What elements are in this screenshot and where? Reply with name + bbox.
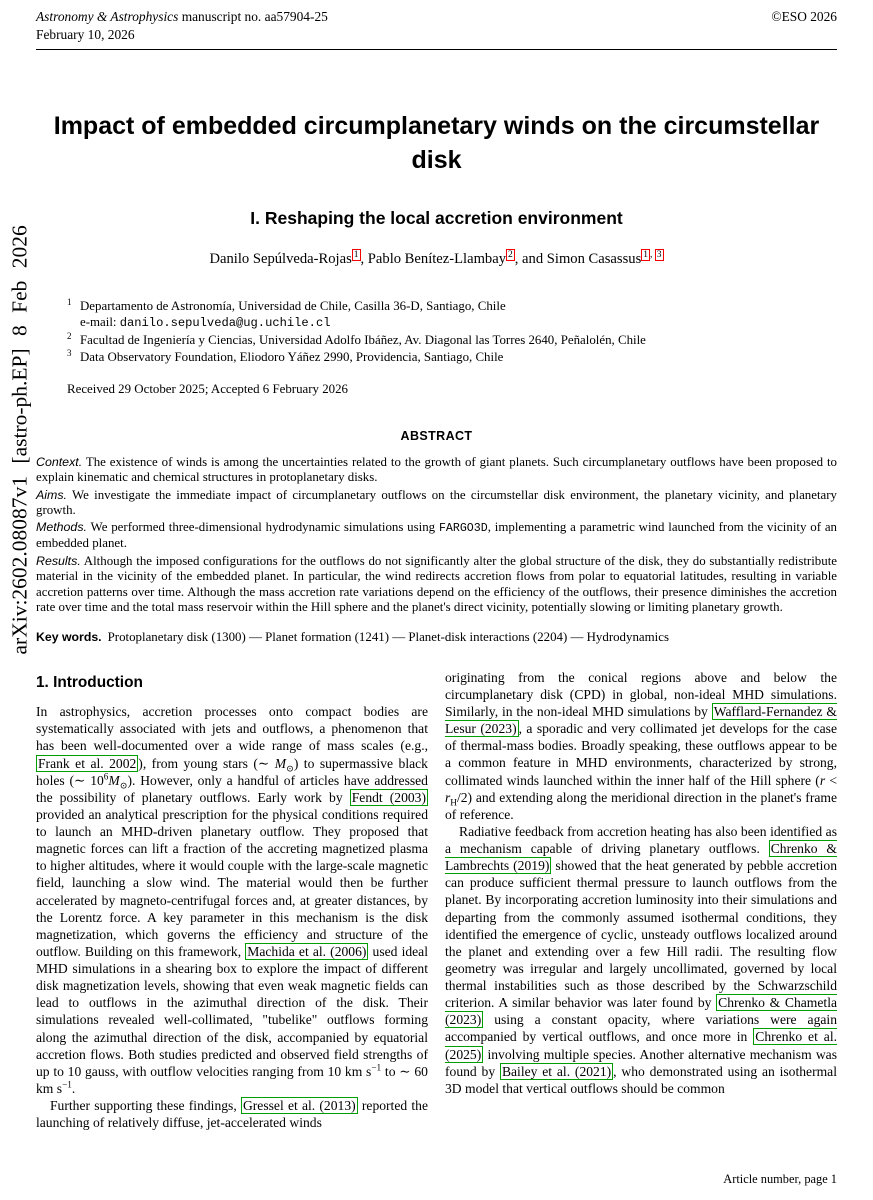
affiliation-text: Facultad de Ingeniería y Ciencias, Universidad Adolfo Ibáñez, Av. Diagonal las Torres 2640, Peñalolén, Chile xyxy=(80,333,646,348)
affiliation-ref xyxy=(506,249,515,261)
citation-link[interactable]: Fendt (2003) xyxy=(351,789,426,805)
paper-title: Impact of embedded circumplanetary winds on the circumstellar disk xyxy=(53,112,820,174)
citation-link[interactable]: Frank et al. 2002 xyxy=(38,755,137,771)
text-segment: , implementing a parametric wind launched from the vicinity of an embedded planet. xyxy=(36,520,837,551)
abstract-aims xyxy=(36,488,837,519)
body-paragraph xyxy=(445,823,837,1097)
abstract-heading: ABSTRACT xyxy=(400,428,473,443)
affiliation-ref xyxy=(641,249,663,261)
manuscript-number: manuscript no. aa57904-25 xyxy=(178,9,328,24)
keywords-label: Key words. xyxy=(36,629,102,644)
text-segment: ). However, only a handful of articles have addressed the possibility of planetary outflows. Early work by xyxy=(36,772,428,805)
author-line xyxy=(36,251,837,268)
manuscript-line xyxy=(36,8,328,26)
affiliation-item xyxy=(67,349,837,366)
text-segment: . xyxy=(71,1080,76,1096)
text-segment: Further supporting these findings, xyxy=(50,1098,241,1114)
left-column xyxy=(36,669,428,1132)
citation-link[interactable]: Machida et al. (2006) xyxy=(247,943,367,959)
author-separator: , xyxy=(360,250,368,267)
author-separator: , and xyxy=(514,250,547,267)
running-header xyxy=(36,8,837,50)
citation-link[interactable]: Chrenko & Lambrechts (2019) xyxy=(445,841,837,874)
email-link[interactable]: danilo.sepulveda@ug.uchile.cl xyxy=(119,316,331,331)
text-segment: showed that the heat generated by pebble accretion can produce sufficient thermal pressure to launch outflows from the planet. By incorporating accretion luminosity into their simulations and departing from the commonly assumed isothermal conditions, they identified the emergence of cyclic, unsteady outflows localized around the planet and extending over a few Hill radii. The resulting flow geometry was irregular and largely uncollimated, governed by local thermal instabilities such as those described by the Schwarzschild criterion. A similar behavior was later found by xyxy=(445,858,837,1011)
text-segment: ⊙ xyxy=(119,780,128,791)
text-segment: FARGO3D xyxy=(438,522,488,536)
body-paragraph xyxy=(445,669,837,823)
citation-link[interactable]: Wafflard-Fernandez & Lesur (2023) xyxy=(445,704,837,737)
text-segment: to ∼ 60 km s xyxy=(36,1063,428,1096)
email-line xyxy=(80,314,837,332)
text-segment: /2) and extending along the meridional direction in the planet's frame of reference. xyxy=(445,789,837,822)
text-segment: −1 xyxy=(371,1062,382,1073)
text-segment: originating from the conical regions above and below the circumplanetary disk (CPD) in global, non-ideal MHD simulations. Similarly, in the non-ideal MHD simulations by xyxy=(445,669,837,720)
text-segment: Radiative feedback from accretion heating has also been identified as a mechanism capable of driving planetary outflows. xyxy=(445,823,837,857)
right-column xyxy=(445,669,837,1132)
abstract-results xyxy=(36,554,837,616)
text-segment: We performed three-dimensional hydrodynamic simulations using xyxy=(86,520,439,535)
affiliation-ref-link[interactable]: 2 xyxy=(508,249,513,260)
text-segment: < xyxy=(825,772,837,788)
affiliation-number: 3 xyxy=(67,347,72,358)
affiliation-ref xyxy=(352,249,361,261)
text-segment: ) to supermassive black holes (∼ 10 xyxy=(36,755,428,788)
text-segment: , a sporadic and very collimated jet develops for the case of thermal-mass bodies. Broadly speaking, these outflows appear to be a common feature in MHD environments, characterized by strong, collimated winds launched within the inner half of the Hill sphere ( xyxy=(445,721,837,788)
page-number: Article number, page 1 xyxy=(723,1172,837,1186)
arxiv-stamp: arXiv:2602.08087v1 [astro-ph.EP] 8 Feb 2026 xyxy=(7,225,32,655)
text-segment: using a constant opacity, where variations were again accompanied by vertical outflows, and once more in xyxy=(445,1012,837,1045)
text-segment: Although the imposed configurations for the outflows do not significantly alter the global structure of the disk, they do substantially redistribute material in the vicinity of the embedded planet. In particular, the wind redirects accretion flows from polar to equatorial latitudes, resulting in variable accretion patterns over time. Although the mass accretion rate variations depend on the efficiency of the outflows, their presence diminishes the accretion rate over time and the total mass reservoir within the Hill sphere and the planet's direct vicinity, potentially slowing or limiting planetary growth. xyxy=(36,553,837,615)
text-segment: r xyxy=(819,772,826,788)
text-segment: r xyxy=(445,789,451,805)
keywords-text: Protoplanetary disk (1300) — Planet formation (1241) — Planet-disk interactions (2204) — Hydrodynamics xyxy=(107,629,669,644)
text-segment: ), from young stars (∼ xyxy=(138,755,275,771)
received-accepted-line: Received 29 October 2025; Accepted 6 February 2026 xyxy=(67,381,349,396)
affiliation-ref-link[interactable]: 1 xyxy=(353,249,359,260)
text-segment: involving multiple species. Another alternative mechanism was found by xyxy=(445,1046,837,1079)
citation-link[interactable]: Gressel et al. (2013) xyxy=(242,1098,356,1114)
affiliation-ref-link[interactable]: 3 xyxy=(656,249,662,260)
section-heading-introduction: 1. Introduction xyxy=(36,673,143,691)
author-name: Danilo Sepúlveda-Rojas xyxy=(209,250,352,267)
text-segment: 6 xyxy=(103,771,109,782)
citation-link[interactable]: Bailey et al. (2021) xyxy=(501,1063,612,1079)
text-segment: Methods. xyxy=(36,520,87,535)
abstract-context xyxy=(36,455,837,486)
affiliation-text: Departamento de Astronomía, Universidad de Chile, Casilla 36-D, Santiago, Chile xyxy=(80,298,506,313)
affiliation-number: 2 xyxy=(67,331,72,342)
affiliation-text: Data Observatory Foundation, Eliodoro Yáñez 2990, Providencia, Santiago, Chile xyxy=(80,349,504,364)
text-segment: M xyxy=(274,755,287,771)
author-name: Simon Casassus xyxy=(546,250,642,267)
text-segment: Results. xyxy=(36,553,81,568)
text-segment: In astrophysics, accretion processes onto compact bodies are systematically associated with jets and outflows, a phenomenon that has been well-documented over a wide range of mass scales (e.g., xyxy=(36,704,428,754)
text-segment: reported the launching of relatively diffuse, jet-accelerated winds xyxy=(36,1098,428,1131)
header-date: February 10, 2026 xyxy=(36,26,135,42)
text-segment: Context. xyxy=(36,454,83,469)
affiliation-item xyxy=(67,298,837,333)
text-segment: We investigate the immediate impact of circumplanetary outflows on the circumstellar disk environment, the planetary vicinity, and planetary growth. xyxy=(36,487,837,517)
author-name: Pablo Benítez-Llambay xyxy=(367,250,506,267)
text-segment: , who demonstrated using an isothermal 3D model that vertical outflows should be common xyxy=(445,1063,837,1096)
header-left xyxy=(36,8,328,43)
copyright-notice: ©ESO 2026 xyxy=(771,9,837,24)
journal-name: Astronomy & Astrophysics xyxy=(36,9,179,24)
text-segment: H xyxy=(450,797,457,808)
affiliation-ref-link[interactable]: 1 xyxy=(643,249,648,260)
citation-link[interactable]: Chrenko & Chametla (2023) xyxy=(445,995,838,1028)
text-segment: Aims. xyxy=(36,487,67,502)
text-segment: ⊙ xyxy=(286,763,294,774)
text-segment: M xyxy=(108,772,120,788)
paper-content xyxy=(36,48,837,1131)
abstract xyxy=(36,455,837,616)
paper-subtitle: I. Reshaping the local accretion environment xyxy=(250,207,623,228)
text-segment: provided an analytical prescription for the physical conditions required to launch an MHD-driven planetary outflow. They proposed that magnetic forces can lift a fraction of the accreting magnetized plasma to higher altitudes, where it would couple with the large-scale magnetic field, launching a slow wind. The material would then be further accelerated by magneto-centrifugal forces and, at greater distances, by the Lorentz force. A key parameter in this mechanism is the disk magnetization, which governs the efficiency and structure of the outflow. Building on this framework, xyxy=(36,806,428,959)
text-segment: The existence of winds is among the uncertainties related to the growth of giant planets. Such circumplanetary outflows have been proposed to explain kinematic and chemical structures in protoplanetary disks. xyxy=(36,454,837,485)
affiliation-list xyxy=(67,298,837,366)
body-paragraph xyxy=(36,1097,428,1131)
affiliation-item xyxy=(67,332,837,349)
text-segment: −1 xyxy=(62,1079,72,1090)
two-column-body xyxy=(36,669,837,1132)
affiliation-number: 1 xyxy=(67,296,72,307)
body-paragraph xyxy=(36,703,428,1097)
text-segment: used ideal MHD simulations in a shearing box to explore the impact of different disk magnetization levels, showing that even weak magnetic fields can lead to outflows in the azimuthal direction of the disk. Their simulations revealed well-collimated, "tubelike" outflows forming along the azimuthal direction of the disk, accompanied by equatorial accretion flows. Both studies predicted and observed field strengths of up to 10 gauss, with outflow velocities ranging from 10 km s xyxy=(36,943,428,1079)
citation-link[interactable]: Chrenko et al. (2025) xyxy=(445,1029,837,1062)
email-label: e-mail: xyxy=(80,315,120,330)
ref-separator: , xyxy=(650,249,655,260)
keywords-line xyxy=(36,630,837,645)
abstract-methods xyxy=(36,520,837,551)
